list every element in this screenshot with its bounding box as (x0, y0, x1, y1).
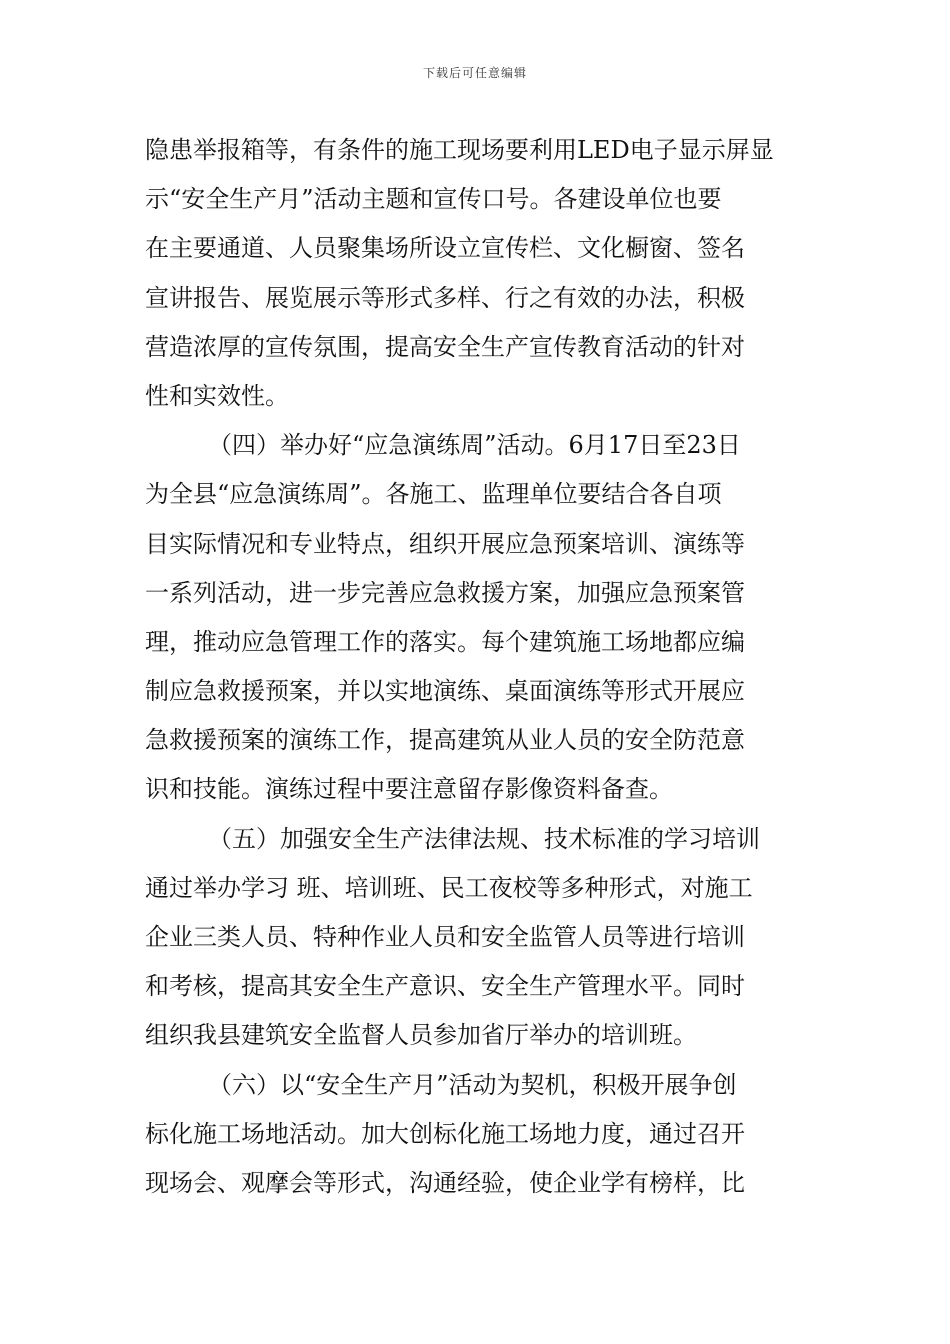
text-line: 组织我县建筑安全监督人员参加省厅举办的培训班。 (145, 1021, 697, 1050)
text-line: 隐患举报箱等，有条件的施工现场要利用LED电子显示屏显 (145, 136, 774, 164)
text-line: 一系列活动，进一步完善应急救援方案，加强应急预案管 (145, 578, 745, 607)
text-line: 通过举办学习 班、培训班、民工夜校等多种形式，对施工 (145, 873, 753, 902)
text-line: 制应急救援预案，并以实地演练、桌面演练等形式开展应 (145, 677, 745, 706)
text-line: 为全县“应急演练周”。各施工、监理单位要结合各自项 (145, 480, 722, 509)
section-heading-4: （四）举办好“应急演练周”活动。6月17日至23日 (208, 431, 741, 460)
text-line: 企业三类人员、特种作业人员和安全监管人员等进行培训 (145, 923, 745, 951)
text-line: 识和技能。演练过程中要注意留存影像资料备查。 (145, 775, 673, 804)
text-line: 示“安全生产月”活动主题和宣传口号。各建设单位也要 (145, 185, 722, 214)
document-body (145, 126, 810, 1208)
section-heading-6: （六）以“安全生产月”活动为契机，积极开展争创 (208, 1070, 737, 1099)
text-line: 在主要通道、人员聚集场所设立宣传栏、文化橱窗、签名 (145, 234, 745, 263)
text-line: 性和实效性。 (145, 381, 289, 410)
text-line: 理，推动应急管理工作的落实。每个建筑施工场地都应编 (145, 627, 745, 656)
page-header: 下载后可任意编辑 (422, 66, 527, 80)
section-heading-5: （五）加强安全生产法律法规、技术标准的学习培训 (208, 824, 760, 853)
text-line: 目实际情况和专业特点，组织开展应急预案培训、演练等 (145, 529, 745, 558)
text-line: 营造浓厚的宣传氛围，提高安全生产宣传教育活动的针对 (145, 332, 745, 361)
text-line: 标化施工场地活动。加大创标化施工场地力度，通过召开 (145, 1119, 745, 1148)
text-line: 和考核，提高其安全生产意识、安全生产管理水平。同时 (145, 972, 745, 1001)
text-line: 现场会、观摩会等形式，沟通经验，使企业学有榜样，比 (145, 1168, 745, 1197)
text-line: 急救援预案的演练工作，提高建筑从业人员的安全防范意 (145, 726, 745, 755)
text-line: 宣讲报告、展览展示等形式多样、行之有效的办法，积极 (145, 283, 745, 312)
